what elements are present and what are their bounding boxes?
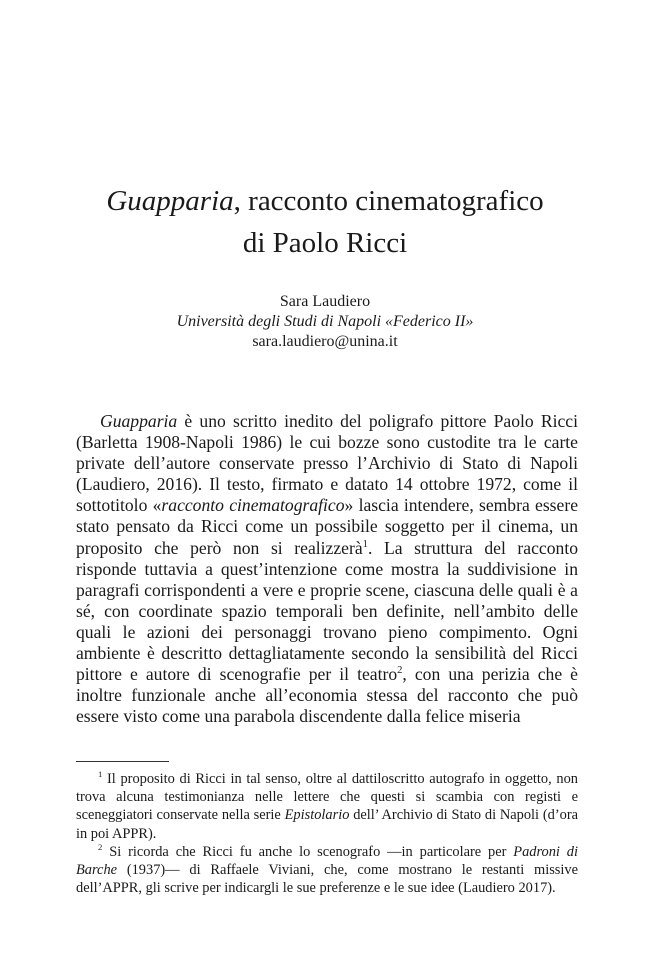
footnote-2-italic: Padroni di Barche [76,843,578,879]
body-paragraph [76,411,578,727]
footnote-separator [76,761,169,762]
footnote-1-mark: 1 [98,769,103,780]
body-italic-guapparia: Guapparia [100,411,178,431]
footnote-1-text-b: dell’ Archivio di Stato di Napoli (d’ora in poi APPR). [76,807,579,842]
author-block [0,292,650,352]
footnote-1 [76,770,578,843]
footnote-1-text-a: Il proposito di Ricci in tal senso, oltre al dattiloscritto autografo in oggetto, non trova alcuna testimonianza nelle lettere che questi si scambia con registi e sceneggiatori conservate nella serie [76,771,578,824]
footnote-2 [76,843,578,898]
footnote-2-mark: 2 [98,842,103,853]
title-line2: di Paolo Ricci [242,227,408,259]
body-segment-3: . La struttura del racconto risponde tuttavia a quest’intenzione come mostra la suddivisione in paragrafi corrispondenti a vere e proprie scene, ciascuna delle quali è a sé, con coordinate spazio temporali ben definite, nell’ambito delle quali le azioni dei personaggi trovano pieno compimento. Ogni ambiente è descritto dettagliatamente secondo la sensibilità del Ricci pittore e autore di scenografie per il teatro [76,537,579,685]
footnote-ref-2: 2 [397,665,403,677]
body-segment-2: » lascia intendere, sembra essere stato pensato da Ricci come un possibile soggetto per il cinema, un proposito che però non si realizzerà [76,495,579,558]
footnote-ref-1: 1 [362,538,368,550]
author-affiliation: Università degli Studi di Napoli «Federico II» [176,313,474,330]
author-name: Sara Laudiero [279,293,371,310]
footnote-1-italic: Epistolario [284,807,350,824]
footnote-2-text-b: (1937)— di Raffaele Viviani, che, come mostrano le restanti missive dell’APPR, gli scrive per indicargli le sue preferenze e le sue idee (Laudiero 2017). [76,862,578,897]
author-email: sara.laudiero@unina.it [252,333,398,350]
title-line1-rest: , racconto cinematografico [233,185,544,217]
footnotes [76,770,578,897]
title-italic: Guapparia [106,185,234,217]
body-italic-subtitle: racconto cinematografico [161,495,345,516]
body-segment-4: , con una perizia che è inoltre funzionale anche all’economia stessa del racconto che può essere visto come una parabola discendente dalla felice miseria [76,664,578,727]
footnote-2-text-a: Si ricorda che Ricci fu anche lo scenografo —in particolare per [102,843,514,860]
body-segment-1: è uno scritto inedito del poligrafo pittore Paolo Ricci (Barletta 1908-Napoli 1986) le cui bozze sono custodite tra le carte private dell’autore conservate presso l’Archivio di Stato di Napoli (Laudiero, 2016). Il testo, firmato e datato 14 ottobre 1972, come il sottotitolo « [76,411,578,516]
article-title [0,180,650,264]
